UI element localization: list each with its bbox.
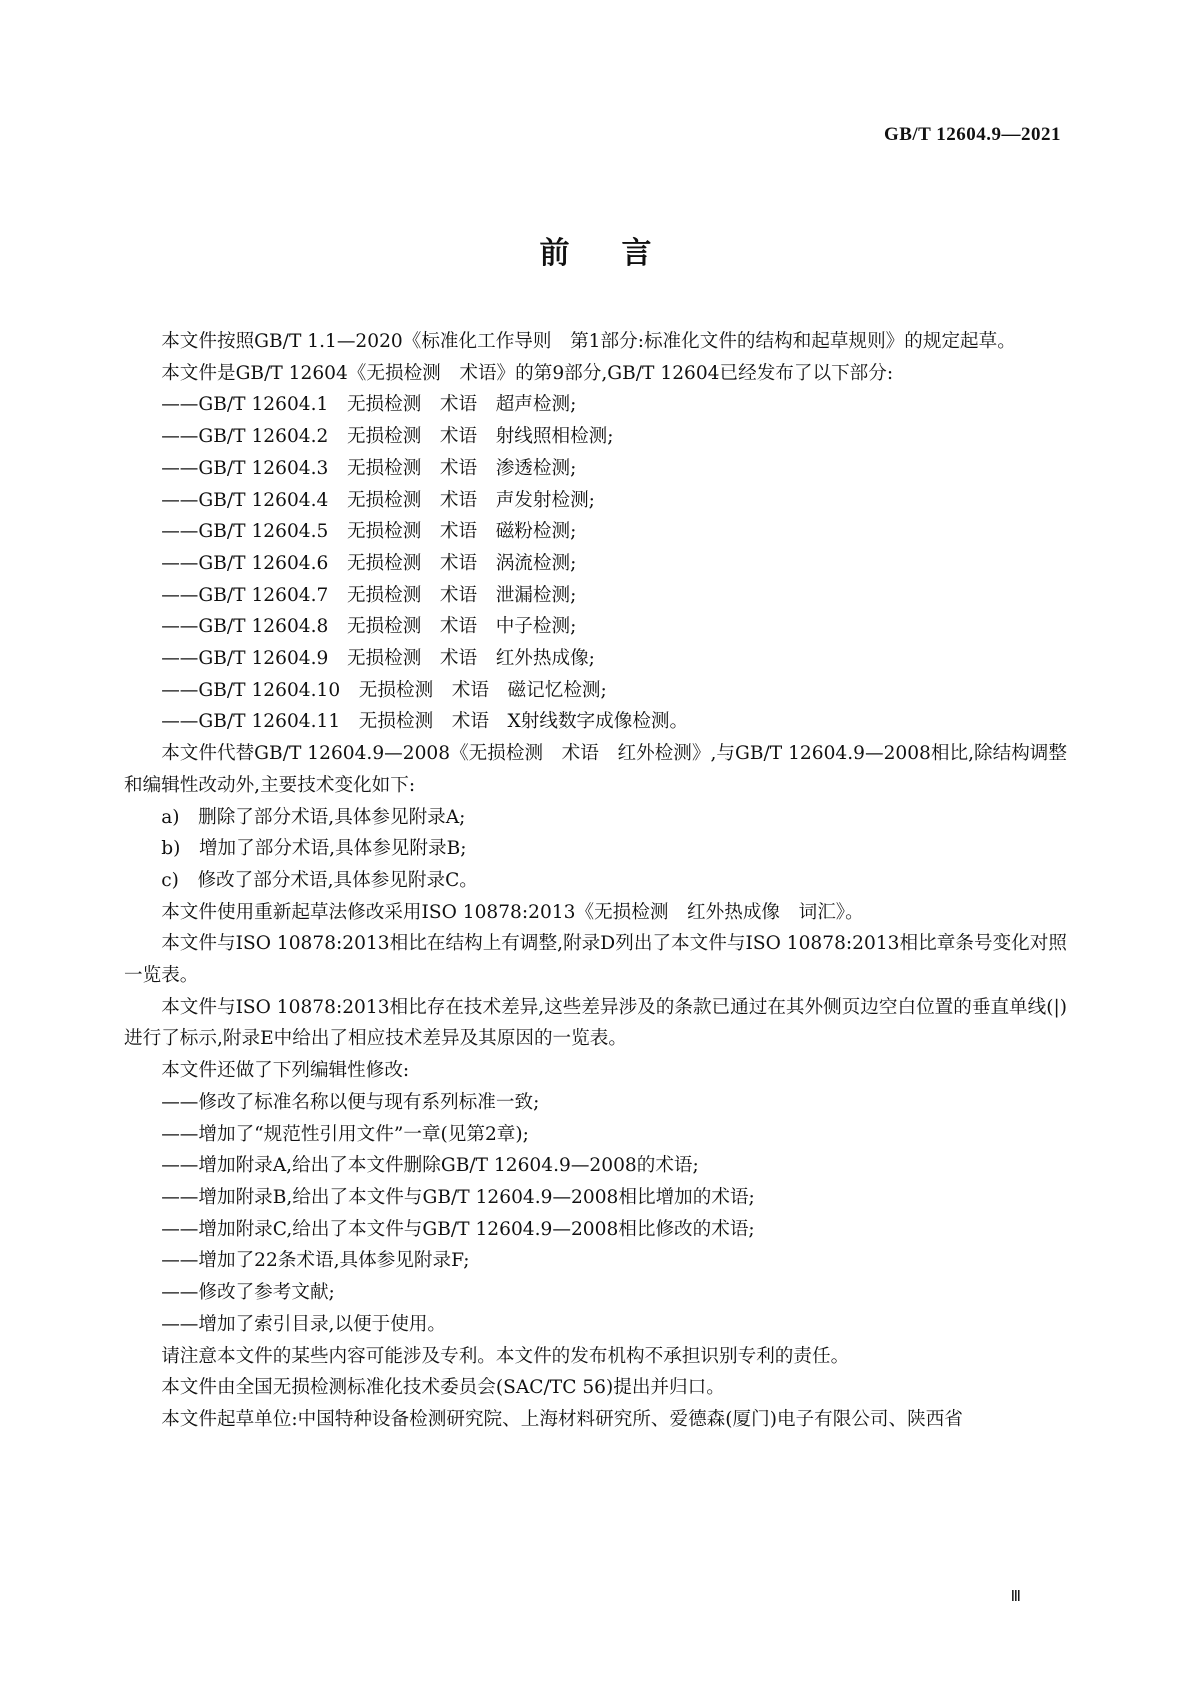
list-item: ——增加附录A,给出了本文件删除GB/T 12604.9—2008的术语; [161,1155,699,1177]
list-item: b) 增加了部分术语,具体参见附录B; [161,838,467,860]
paragraph-technical-differences: 本文件与ISO 10878:2013相比存在技术差异,这些差异涉及的条款已通过在其外侧页边空白位置的垂直单线(|)进行了标示,附录E中给出了相应技术差异及其原因的一览表。 [124,996,1067,1050]
paragraph-adoption: 本文件使用重新起草法修改采用ISO 10878:2013《无损检测 红外热成像 词汇》。 [161,901,864,923]
paragraph-patent-notice: 请注意本文件的某些内容可能涉及专利。本文件的发布机构不承担识别专利的责任。 [161,1345,850,1367]
page-number: Ⅲ [1010,1589,1021,1605]
list-item: ——增加附录C,给出了本文件与GB/T 12604.9—2008相比修改的术语; [161,1218,755,1240]
page-title: 前言 [539,236,704,271]
document-code: GB/T 12604.9—2021 [883,124,1061,145]
list-item: ——GB/T 12604.10 无损检测 术语 磁记忆检测; [161,679,607,701]
paragraph-editorial-intro: 本文件还做了下列编辑性修改: [161,1060,410,1082]
list-item: ——GB/T 12604.1 无损检测 术语 超声检测; [161,394,577,416]
list-item: ——GB/T 12604.7 无损检测 术语 泄漏检测; [161,584,577,606]
list-item: ——GB/T 12604.4 无损检测 术语 声发射检测; [161,489,595,511]
paragraph-drafting-rules: 本文件按照GB/T 1.1—2020《标准化工作导则 第1部分:标准化文件的结构和起草规则》的规定起草。 [161,331,1016,352]
list-item: ——增加附录B,给出了本文件与GB/T 12604.9—2008相比增加的术语; [161,1186,755,1208]
list-item: ——GB/T 12604.8 无损检测 术语 中子检测; [161,616,577,638]
list-item: ——GB/T 12604.5 无损检测 术语 磁粉检测; [161,521,577,543]
list-item: ——GB/T 12604.3 无损检测 术语 渗透检测; [161,457,577,479]
paragraph-series-intro: 本文件是GB/T 12604《无损检测 术语》的第9部分,GB/T 12604已经发布了以下部分: [161,362,894,384]
list-item: ——GB/T 12604.6 无损检测 术语 涡流检测; [161,552,577,574]
list-item: ——增加了22条术语,具体参见附录F; [161,1250,470,1272]
list-item: a) 删除了部分术语,具体参见附录A; [161,806,466,828]
list-item: ——修改了标准名称以便与现有系列标准一致; [161,1091,540,1113]
list-item: ——增加了索引目录,以便于使用。 [161,1313,447,1335]
paragraph-structure-changes: 本文件与ISO 10878:2013相比在结构上有调整,附录D列出了本文件与ISO 10878:2013相比章条号变化对照一览表。 [124,933,1067,987]
list-item: c) 修改了部分术语,具体参见附录C。 [161,869,478,891]
list-item: ——GB/T 12604.11 无损检测 术语 X射线数字成像检测。 [161,711,689,733]
list-item: ——GB/T 12604.2 无损检测 术语 射线照相检测; [161,426,614,448]
list-item: ——GB/T 12604.9 无损检测 术语 红外热成像; [161,648,595,670]
paragraph-drafting-units: 本文件起草单位:中国特种设备检测研究院、上海材料研究所、爱德森(厦门)电子有限公司、陕西省 [161,1408,963,1430]
foreword-body [124,326,1067,1436]
list-item: ——修改了参考文献; [161,1282,335,1304]
list-item: ——增加了“规范性引用文件”一章(见第2章); [161,1123,529,1145]
paragraph-replacement: 本文件代替GB/T 12604.9—2008《无损检测 术语 红外检测》,与GB/T 12604.9—2008相比,除结构调整和编辑性改动外,主要技术变化如下: [124,743,1067,796]
paragraph-proposer: 本文件由全国无损检测标准化技术委员会(SAC/TC 56)提出并归口。 [161,1377,725,1399]
